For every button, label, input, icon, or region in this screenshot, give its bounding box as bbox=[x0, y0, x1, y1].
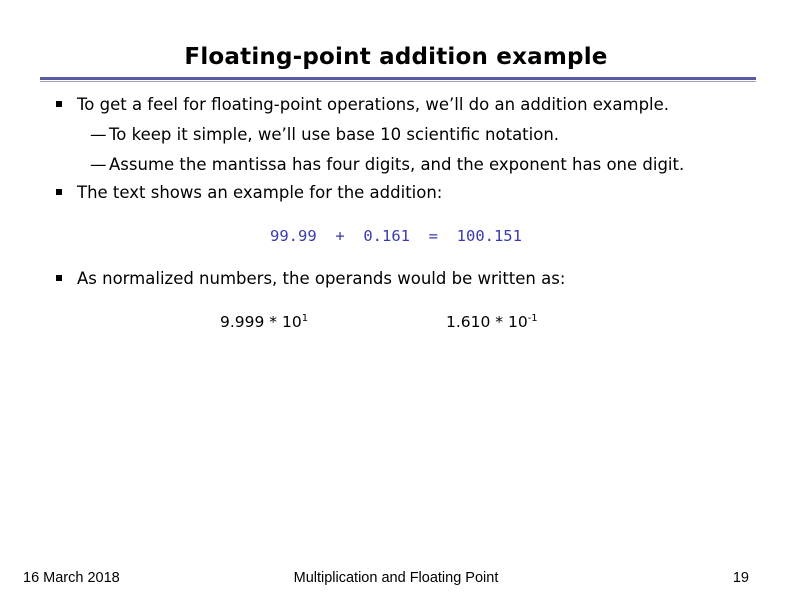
normalized-operand-2 bbox=[446, 313, 538, 331]
slide-title: Floating-point addition example bbox=[184, 44, 608, 70]
addition-equation: 99.99 + 0.161 = 100.151 bbox=[270, 227, 522, 245]
bullet-text: The text shows an example for the addition: bbox=[77, 183, 443, 202]
sub-bullet-text: To keep it simple, we’ll use base 10 scientific notation. bbox=[109, 125, 560, 144]
sub-bullet-item bbox=[90, 125, 559, 144]
operand-mantissa: 9.999 * 10 bbox=[220, 313, 302, 331]
page-number: 19 bbox=[732, 570, 749, 586]
sub-bullet-text: Assume the mantissa has four digits, and the exponent has one digit. bbox=[109, 155, 685, 174]
operand-exponent: 1 bbox=[301, 313, 309, 324]
square-bullet-icon bbox=[56, 101, 62, 107]
bullet-text: To get a feel for floating-point operations, we’ll do an addition example. bbox=[77, 95, 670, 114]
square-bullet-icon bbox=[56, 275, 62, 281]
dash-bullet-icon: — bbox=[90, 125, 107, 144]
title-divider-shadow bbox=[40, 81, 756, 82]
title-divider bbox=[40, 77, 756, 80]
square-bullet-icon bbox=[56, 189, 62, 195]
normalized-operand-1 bbox=[220, 313, 308, 331]
bullet-text: As normalized numbers, the operands would be written as: bbox=[77, 269, 566, 288]
dash-bullet-icon: — bbox=[90, 155, 107, 174]
footer-topic: Multiplication and Floating Point bbox=[293, 570, 499, 586]
sub-bullet-item bbox=[90, 155, 684, 174]
footer-date: 16 March 2018 bbox=[23, 570, 120, 586]
operand-mantissa: 1.610 * 10 bbox=[446, 313, 528, 331]
operand-exponent: -1 bbox=[527, 313, 538, 324]
